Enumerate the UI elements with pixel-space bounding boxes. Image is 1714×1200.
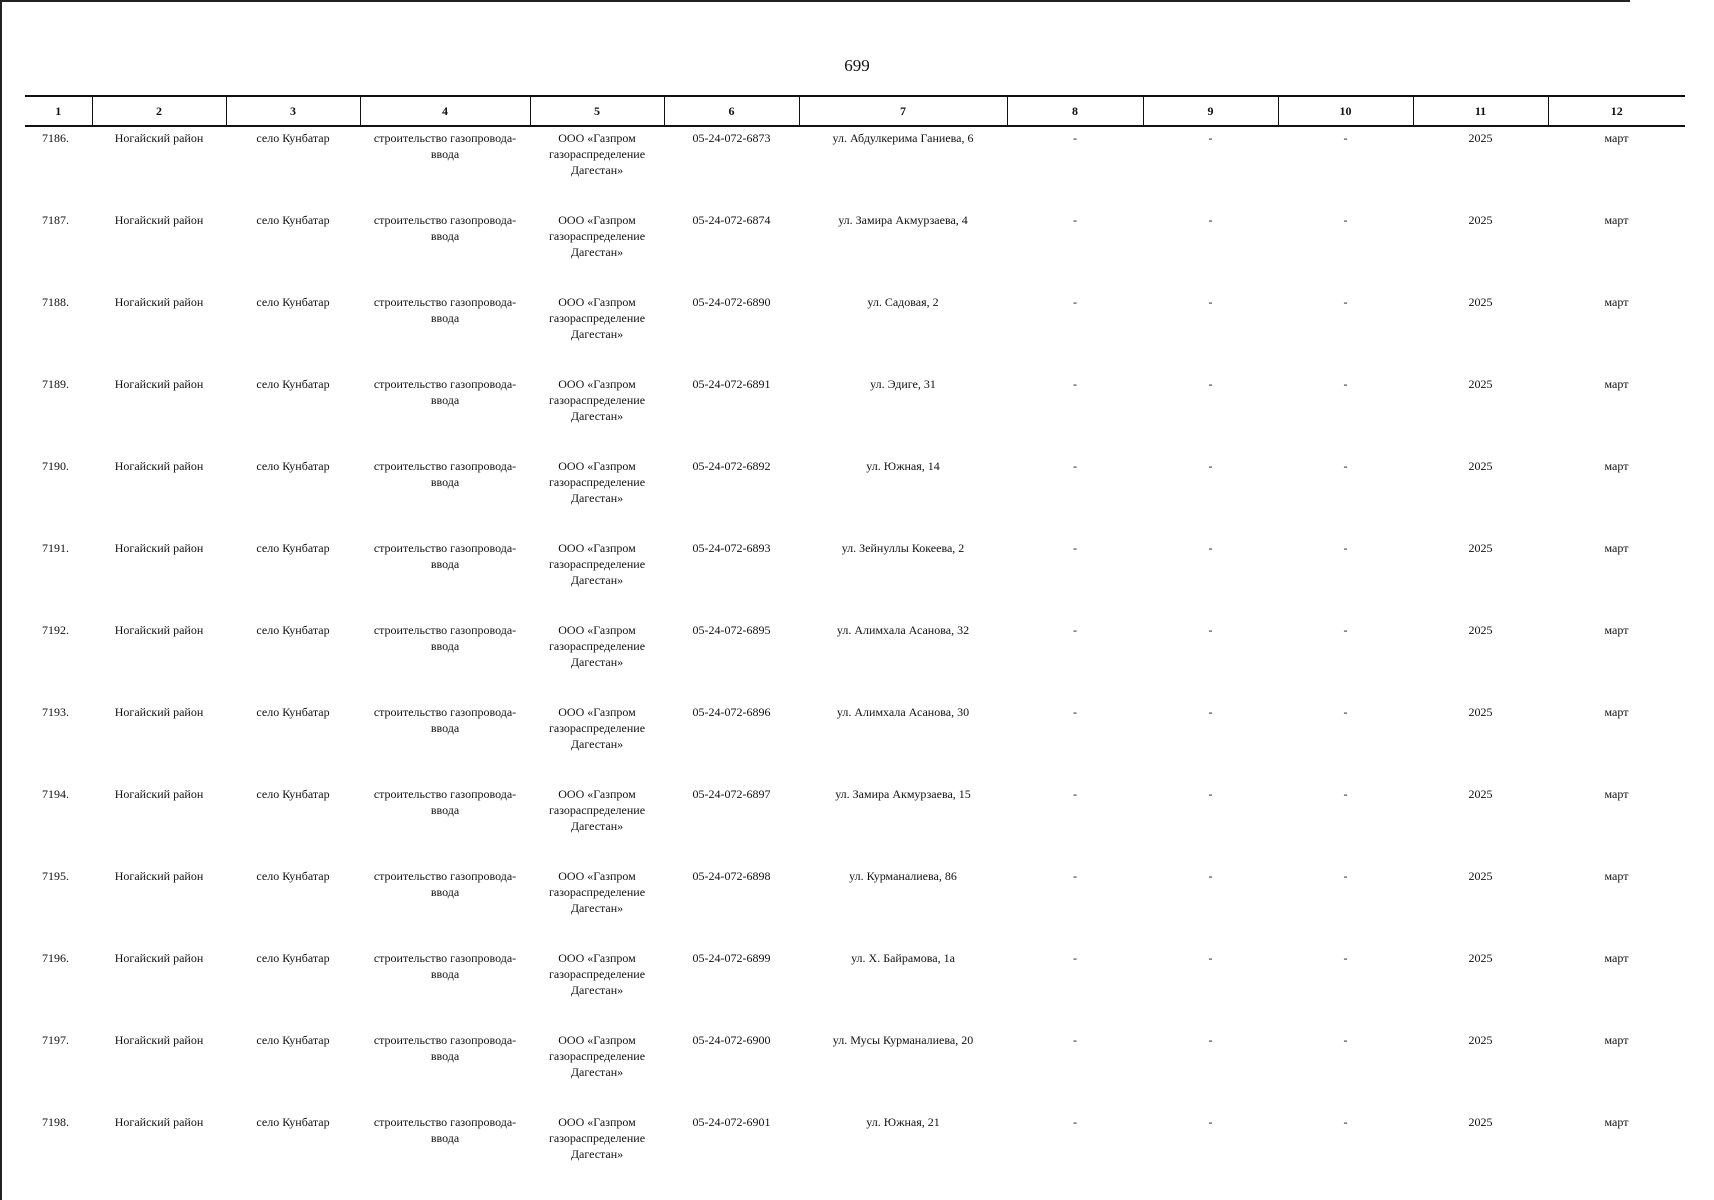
column-10-cell: - [1343, 459, 1348, 473]
column-9-cell: - [1208, 377, 1213, 391]
column-8-cell: - [1073, 869, 1077, 883]
column-10-cell: - [1343, 1115, 1348, 1129]
work-type-cell: строительство газопровода-ввода [373, 787, 517, 817]
table-row [25, 865, 1685, 947]
row-number: 7196. [42, 951, 69, 965]
organization-cell: ООО «Газпром газораспределение Дагестан» [548, 295, 646, 341]
work-type-cell: строительство газопровода-ввода [373, 1115, 517, 1145]
object-code-cell: 05-24-072-6890 [692, 295, 771, 309]
work-type-cell: строительство газопровода-ввода [373, 213, 517, 243]
object-code-cell: 05-24-072-6901 [692, 1115, 771, 1129]
column-10-cell: - [1343, 787, 1348, 801]
column-header-5: 5 [530, 96, 664, 126]
work-type-cell: строительство газопровода-ввода [373, 951, 517, 981]
column-8-cell: - [1073, 705, 1077, 719]
locality-cell: село Кунбатар [256, 295, 330, 309]
address-cell: ул. Курманалиева, 86 [849, 869, 957, 883]
month-cell: март [1604, 623, 1629, 637]
column-header-8: 8 [1007, 96, 1143, 126]
column-8-cell: - [1073, 787, 1077, 801]
column-9-cell: - [1208, 1033, 1213, 1047]
table-row [25, 1111, 1685, 1193]
column-10-cell: - [1343, 131, 1348, 145]
year-cell: 2025 [1468, 295, 1493, 309]
table-row [25, 209, 1685, 291]
row-number: 7195. [42, 869, 69, 883]
column-8-cell: - [1073, 541, 1077, 555]
month-cell: март [1604, 377, 1629, 391]
column-9-cell: - [1208, 459, 1213, 473]
district-cell: Ногайский район [114, 377, 204, 391]
address-cell: ул. Х. Байрамова, 1а [851, 951, 955, 965]
table-row [25, 537, 1685, 619]
register-table-container [25, 95, 1685, 1193]
row-number: 7186. [42, 131, 69, 145]
column-9-cell: - [1208, 131, 1213, 145]
work-type-cell: строительство газопровода-ввода [373, 869, 517, 899]
row-number: 7189. [42, 377, 69, 391]
column-9-cell: - [1208, 1115, 1213, 1129]
column-10-cell: - [1343, 1033, 1348, 1047]
month-cell: март [1604, 869, 1629, 883]
month-cell: март [1604, 295, 1629, 309]
locality-cell: село Кунбатар [256, 459, 330, 473]
column-10-cell: - [1343, 541, 1348, 555]
locality-cell: село Кунбатар [256, 869, 330, 883]
row-number: 7193. [42, 705, 69, 719]
locality-cell: село Кунбатар [256, 623, 330, 637]
row-number: 7187. [42, 213, 69, 227]
district-cell: Ногайский район [114, 295, 204, 309]
table-row [25, 1029, 1685, 1111]
column-header-12: 12 [1548, 96, 1685, 126]
locality-cell: село Кунбатар [256, 377, 330, 391]
column-header-7: 7 [799, 96, 1007, 126]
organization-cell: ООО «Газпром газораспределение Дагестан» [548, 623, 646, 669]
district-cell: Ногайский район [114, 869, 204, 883]
work-type-cell: строительство газопровода-ввода [373, 377, 517, 407]
month-cell: март [1604, 541, 1629, 555]
month-cell: март [1604, 1115, 1629, 1129]
work-type-cell: строительство газопровода-ввода [373, 1033, 517, 1063]
year-cell: 2025 [1468, 1115, 1493, 1129]
register-table [25, 95, 1685, 1193]
work-type-cell: строительство газопровода-ввода [373, 459, 517, 489]
month-cell: март [1604, 705, 1629, 719]
district-cell: Ногайский район [114, 541, 204, 555]
year-cell: 2025 [1468, 869, 1493, 883]
year-cell: 2025 [1468, 1033, 1493, 1047]
year-cell: 2025 [1468, 787, 1493, 801]
address-cell: ул. Южная, 14 [866, 459, 940, 473]
address-cell: ул. Замира Акмурзаева, 15 [835, 787, 971, 801]
object-code-cell: 05-24-072-6892 [692, 459, 771, 473]
object-code-cell: 05-24-072-6898 [692, 869, 771, 883]
column-9-cell: - [1208, 623, 1213, 637]
column-8-cell: - [1073, 459, 1077, 473]
year-cell: 2025 [1468, 623, 1493, 637]
year-cell: 2025 [1468, 951, 1493, 965]
table-row [25, 619, 1685, 701]
district-cell: Ногайский район [114, 131, 204, 145]
scan-border-top [0, 0, 1630, 2]
table-header [25, 96, 1685, 126]
row-number: 7194. [42, 787, 69, 801]
address-cell: ул. Замира Акмурзаева, 4 [838, 213, 968, 227]
locality-cell: село Кунбатар [256, 787, 330, 801]
address-cell: ул. Мусы Курманалиева, 20 [832, 1033, 974, 1047]
object-code-cell: 05-24-072-6897 [692, 787, 771, 801]
organization-cell: ООО «Газпром газораспределение Дагестан» [548, 787, 646, 833]
column-header-10: 10 [1278, 96, 1413, 126]
column-8-cell: - [1073, 131, 1077, 145]
table-row [25, 783, 1685, 865]
row-number: 7188. [42, 295, 69, 309]
organization-cell: ООО «Газпром газораспределение Дагестан» [548, 869, 646, 915]
month-cell: март [1604, 459, 1629, 473]
column-header-6: 6 [664, 96, 799, 126]
column-9-cell: - [1208, 787, 1213, 801]
page-number: 699 [844, 56, 870, 75]
year-cell: 2025 [1468, 459, 1493, 473]
object-code-cell: 05-24-072-6873 [692, 131, 771, 145]
object-code-cell: 05-24-072-6895 [692, 623, 771, 637]
column-10-cell: - [1343, 705, 1348, 719]
district-cell: Ногайский район [114, 951, 204, 965]
locality-cell: село Кунбатар [256, 1033, 330, 1047]
organization-cell: ООО «Газпром газораспределение Дагестан» [548, 1115, 646, 1161]
row-number: 7190. [42, 459, 69, 473]
district-cell: Ногайский район [114, 1033, 204, 1047]
column-header-4: 4 [360, 96, 530, 126]
work-type-cell: строительство газопровода-ввода [373, 705, 517, 735]
district-cell: Ногайский район [114, 1115, 204, 1129]
organization-cell: ООО «Газпром газораспределение Дагестан» [548, 541, 646, 587]
address-cell: ул. Абдулкерима Ганиева, 6 [832, 131, 974, 145]
row-number: 7198. [42, 1115, 69, 1129]
organization-cell: ООО «Газпром газораспределение Дагестан» [548, 705, 646, 751]
row-number: 7197. [42, 1033, 69, 1047]
month-cell: март [1604, 951, 1629, 965]
year-cell: 2025 [1468, 377, 1493, 391]
header-row [25, 96, 1685, 126]
column-header-2: 2 [92, 96, 226, 126]
month-cell: март [1604, 131, 1629, 145]
year-cell: 2025 [1468, 213, 1493, 227]
work-type-cell: строительство газопровода-ввода [373, 295, 517, 325]
object-code-cell: 05-24-072-6900 [692, 1033, 771, 1047]
object-code-cell: 05-24-072-6899 [692, 951, 771, 965]
address-cell: ул. Зейнуллы Кокеева, 2 [841, 541, 965, 555]
object-code-cell: 05-24-072-6874 [692, 213, 771, 227]
column-10-cell: - [1343, 623, 1348, 637]
organization-cell: ООО «Газпром газораспределение Дагестан» [548, 377, 646, 423]
organization-cell: ООО «Газпром газораспределение Дагестан» [548, 459, 646, 505]
table-row [25, 291, 1685, 373]
table-body [25, 126, 1685, 1193]
column-9-cell: - [1208, 213, 1213, 227]
locality-cell: село Кунбатар [256, 541, 330, 555]
column-8-cell: - [1073, 623, 1077, 637]
table-row [25, 701, 1685, 783]
table-row [25, 126, 1685, 209]
work-type-cell: строительство газопровода-ввода [373, 623, 517, 653]
locality-cell: село Кунбатар [256, 705, 330, 719]
column-9-cell: - [1208, 541, 1213, 555]
column-header-9: 9 [1143, 96, 1278, 126]
column-8-cell: - [1073, 951, 1077, 965]
column-8-cell: - [1073, 295, 1077, 309]
locality-cell: село Кунбатар [256, 951, 330, 965]
column-10-cell: - [1343, 377, 1348, 391]
table-row [25, 455, 1685, 537]
district-cell: Ногайский район [114, 213, 204, 227]
object-code-cell: 05-24-072-6891 [692, 377, 771, 391]
column-8-cell: - [1073, 1033, 1077, 1047]
organization-cell: ООО «Газпром газораспределение Дагестан» [548, 1033, 646, 1079]
district-cell: Ногайский район [114, 459, 204, 473]
column-10-cell: - [1343, 295, 1348, 309]
work-type-cell: строительство газопровода-ввода [373, 541, 517, 571]
column-10-cell: - [1343, 869, 1348, 883]
address-cell: ул. Южная, 21 [866, 1115, 940, 1129]
locality-cell: село Кунбатар [256, 1115, 330, 1129]
column-10-cell: - [1343, 951, 1348, 965]
organization-cell: ООО «Газпром газораспределение Дагестан» [548, 951, 646, 997]
column-8-cell: - [1073, 213, 1077, 227]
object-code-cell: 05-24-072-6896 [692, 705, 771, 719]
column-header-11: 11 [1413, 96, 1548, 126]
column-10-cell: - [1343, 213, 1348, 227]
year-cell: 2025 [1468, 131, 1493, 145]
locality-cell: село Кунбатар [256, 213, 330, 227]
month-cell: март [1604, 213, 1629, 227]
scan-border-left [0, 0, 2, 1200]
address-cell: ул. Алимхала Асанова, 30 [836, 705, 970, 719]
locality-cell: село Кунбатар [256, 131, 330, 145]
column-8-cell: - [1073, 377, 1077, 391]
table-row [25, 947, 1685, 1029]
district-cell: Ногайский район [114, 705, 204, 719]
row-number: 7191. [42, 541, 69, 555]
column-header-1: 1 [25, 96, 92, 126]
column-9-cell: - [1208, 295, 1213, 309]
organization-cell: ООО «Газпром газораспределение Дагестан» [548, 213, 646, 259]
table-row [25, 373, 1685, 455]
column-8-cell: - [1073, 1115, 1077, 1129]
year-cell: 2025 [1468, 705, 1493, 719]
district-cell: Ногайский район [114, 623, 204, 637]
address-cell: ул. Алимхала Асанова, 32 [836, 623, 970, 637]
column-header-3: 3 [226, 96, 360, 126]
year-cell: 2025 [1468, 541, 1493, 555]
month-cell: март [1604, 787, 1629, 801]
column-9-cell: - [1208, 951, 1213, 965]
address-cell: ул. Садовая, 2 [867, 295, 939, 309]
column-9-cell: - [1208, 705, 1213, 719]
row-number: 7192. [42, 623, 69, 637]
column-9-cell: - [1208, 869, 1213, 883]
work-type-cell: строительство газопровода-ввода [373, 131, 517, 161]
object-code-cell: 05-24-072-6893 [692, 541, 771, 555]
address-cell: ул. Эдиге, 31 [870, 377, 936, 391]
month-cell: март [1604, 1033, 1629, 1047]
organization-cell: ООО «Газпром газораспределение Дагестан» [548, 131, 646, 177]
district-cell: Ногайский район [114, 787, 204, 801]
